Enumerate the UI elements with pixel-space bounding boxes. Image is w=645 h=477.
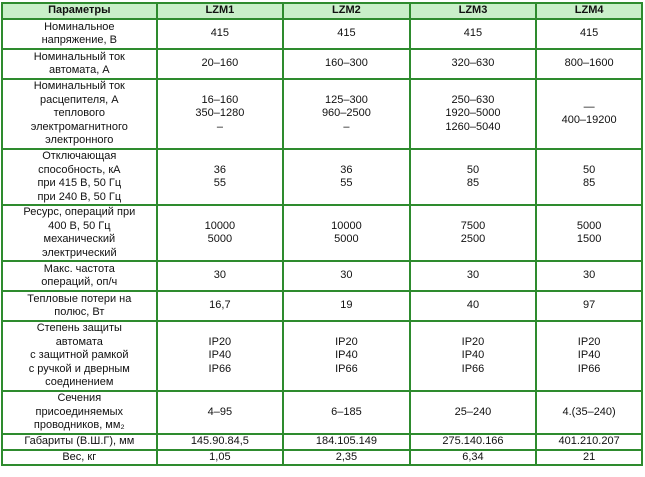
table-row [2, 261, 642, 291]
cell-value: IP20 IP40 IP66 [410, 321, 537, 391]
header-lzm1: LZM1 [157, 3, 284, 19]
table-row [2, 149, 642, 205]
table-row [2, 434, 642, 450]
cell-value: 30 [536, 261, 642, 291]
param-label: Номинальное напряжение, В [2, 19, 157, 49]
param-label: Макс. частота операций, оп/ч [2, 261, 157, 291]
param-label: Отключающая способность, кА при 415 В, 50 Гц при 240 В, 50 Гц [2, 149, 157, 205]
table-row [2, 391, 642, 434]
param-label: Ресурс, операций при 400 В, 50 Гц механический электрический [2, 205, 157, 261]
cell-value: 160–300 [283, 49, 410, 79]
cell-value: 25–240 [410, 391, 537, 434]
cell-value: 415 [283, 19, 410, 49]
cell-value: 10000 5000 [157, 205, 284, 261]
cell-value: 415 [410, 19, 537, 49]
param-label: Вес, кг [2, 450, 157, 466]
cell-value: 184.105.149 [283, 434, 410, 450]
header-lzm2: LZM2 [283, 3, 410, 19]
table-row [2, 291, 642, 321]
cell-value: 5000 1500 [536, 205, 642, 261]
header-row [2, 3, 642, 19]
cell-value: 401.210.207 [536, 434, 642, 450]
cell-value: 50 85 [536, 149, 642, 205]
cell-value: 125–300 960–2500 – [283, 79, 410, 149]
cell-value: IP20 IP40 IP66 [157, 321, 284, 391]
header-lzm3: LZM3 [410, 3, 537, 19]
param-label: Тепловые потери на полюс, Вт [2, 291, 157, 321]
cell-value: 20–160 [157, 49, 284, 79]
cell-value: 21 [536, 450, 642, 466]
header-lzm4: LZM4 [536, 3, 642, 19]
cell-value: 30 [283, 261, 410, 291]
header-parameters: Параметры [2, 3, 157, 19]
cell-value: 415 [157, 19, 284, 49]
table-row [2, 19, 642, 49]
table-row [2, 321, 642, 391]
cell-value: 97 [536, 291, 642, 321]
cell-value: 50 85 [410, 149, 537, 205]
cell-value: 30 [157, 261, 284, 291]
cell-value: 10000 5000 [283, 205, 410, 261]
cell-value: 7500 2500 [410, 205, 537, 261]
table-row [2, 450, 642, 466]
cell-value: 36 55 [157, 149, 284, 205]
param-label: Сечения присоединяемых проводников, мм₂ [2, 391, 157, 434]
cell-value: IP20 IP40 IP66 [536, 321, 642, 391]
cell-value: 40 [410, 291, 537, 321]
cell-value: 19 [283, 291, 410, 321]
cell-value: 1,05 [157, 450, 284, 466]
table-row [2, 79, 642, 149]
cell-value: 16–160 350–1280 – [157, 79, 284, 149]
param-label: Габариты (В.Ш.Г), мм [2, 434, 157, 450]
cell-value: 6–185 [283, 391, 410, 434]
cell-value: 30 [410, 261, 537, 291]
cell-value: 145.90.84,5 [157, 434, 284, 450]
cell-value: 16,7 [157, 291, 284, 321]
param-label: Степень защиты автомата с защитной рамкой с ручкой и дверным соединением [2, 321, 157, 391]
param-label: Номинальный ток расцепителя, А теплового электромагнитного электронного [2, 79, 157, 149]
table-row [2, 205, 642, 261]
cell-value: 4–95 [157, 391, 284, 434]
cell-value: — 400–19200 [536, 79, 642, 149]
cell-value: 250–630 1920–5000 1260–5040 [410, 79, 537, 149]
cell-value: 415 [536, 19, 642, 49]
cell-value: 275.140.166 [410, 434, 537, 450]
cell-value: 4.(35–240) [536, 391, 642, 434]
cell-value: 36 55 [283, 149, 410, 205]
cell-value: 2,35 [283, 450, 410, 466]
param-label: Номинальный ток автомата, А [2, 49, 157, 79]
cell-value: 320–630 [410, 49, 537, 79]
specifications-table [1, 2, 643, 466]
table-row [2, 49, 642, 79]
cell-value: 6,34 [410, 450, 537, 466]
cell-value: 800–1600 [536, 49, 642, 79]
cell-value: IP20 IP40 IP66 [283, 321, 410, 391]
